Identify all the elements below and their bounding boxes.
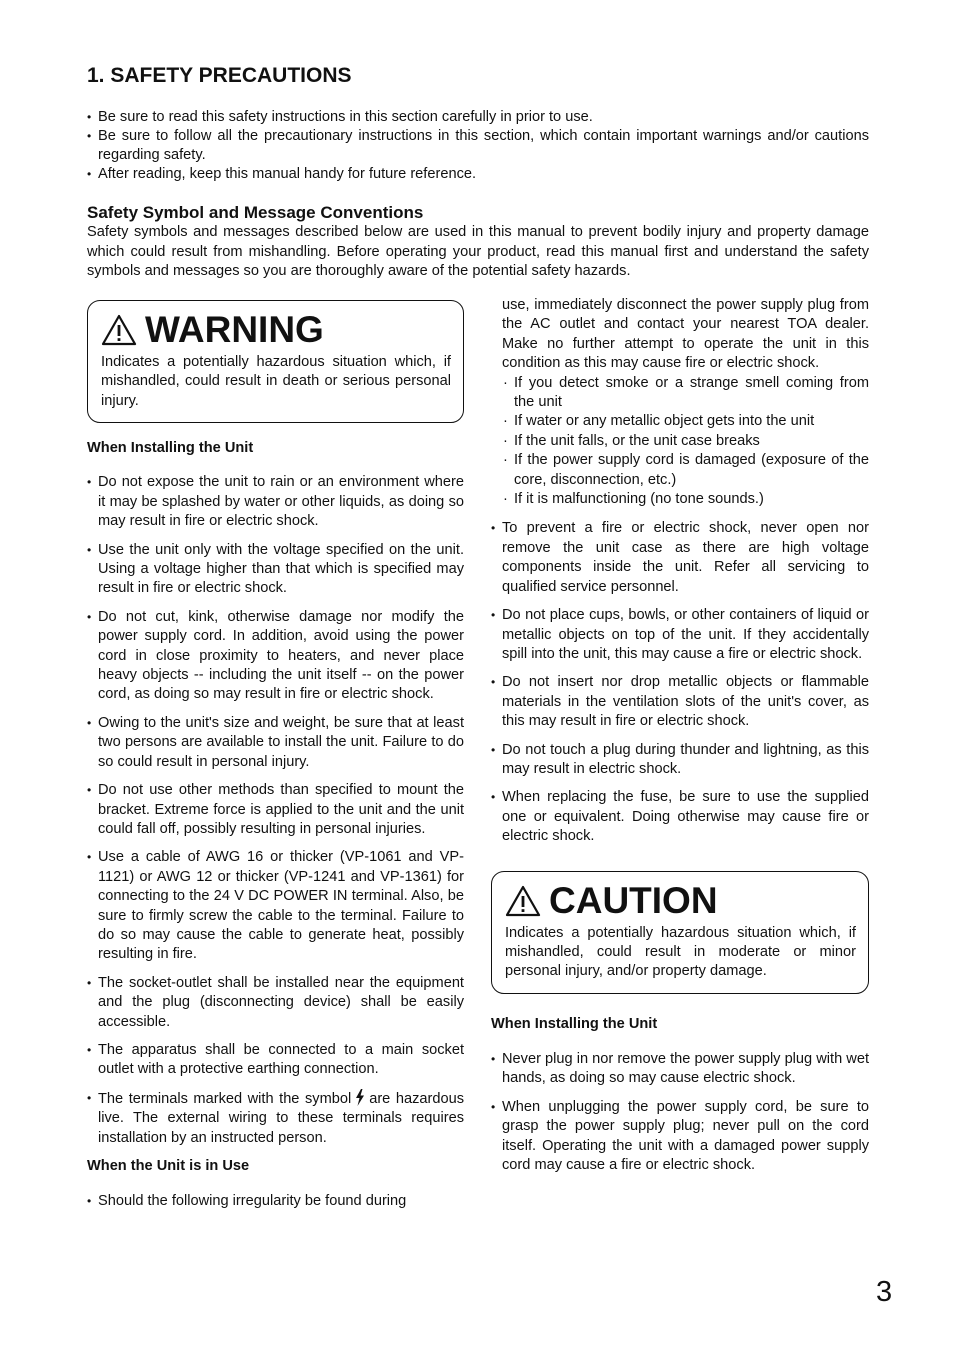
warning-description: Indicates a potentially hazardous situation which, if mishandled, could result in death or serious personal injury. xyxy=(101,354,451,409)
caution-box-header xyxy=(505,878,856,924)
page-number: 3 xyxy=(876,1276,893,1308)
conventions-heading: Safety Symbol and Message Conventions xyxy=(87,203,424,222)
intro-bullet: • Be sure to follow all the precautionary instructions in this section, which contain important warnings and/or cautions regarding safety. xyxy=(87,127,869,165)
in-use-item: • To prevent a fire or electric shock, never open nor remove the unit case as there are high voltage components inside the unit. Refer all servicing to qualified service personnel. xyxy=(491,519,869,597)
irregularity-item: · If you detect smoke or a strange smell coming from the unit xyxy=(491,374,869,413)
in-use-list xyxy=(491,519,869,846)
right-column xyxy=(491,296,869,1184)
page-title: 1. SAFETY PRECAUTIONS xyxy=(87,64,352,87)
lightning-bolt-icon xyxy=(355,1089,365,1106)
warning-item: • Use the unit only with the voltage specified on the unit. Using a voltage higher than that which is specified may result in fire or electric shock. xyxy=(87,541,464,599)
intro-bullet-list xyxy=(87,108,869,184)
irregularity-item: · If water or any metallic object gets into the unit xyxy=(491,412,869,431)
in-use-start-list xyxy=(87,1192,464,1211)
warning-item: • Do not use other methods than specified to mount the bracket. Extreme force is applied to the unit and the unit could fall off, possibly resulting in personal injuries. xyxy=(87,781,464,839)
in-use-item: • When replacing the fuse, be sure to use the supplied one or equivalent. Doing otherwise may cause fire or electric shock. xyxy=(491,788,869,846)
irregularity-item: · If it is malfunctioning (no tone sounds.) xyxy=(491,490,869,509)
warning-installing-list xyxy=(87,473,464,1148)
in-use-item: • Do not place cups, bowls, or other containers of liquid or metallic objects on top of the unit. If they accidentally spill into the unit, this may cause a fire or electric shock. xyxy=(491,606,869,664)
in-use-first-item-start: • Should the following irregularity be found during xyxy=(87,1192,464,1211)
irregularity-list xyxy=(491,374,869,510)
warning-installing-heading: When Installing the Unit xyxy=(87,440,254,456)
in-use-item: • Do not touch a plug during thunder and lightning, as this may result in electric shock. xyxy=(491,741,869,780)
caution-label: CAUTION xyxy=(549,879,718,921)
terminal-warning-item xyxy=(87,1089,464,1148)
warning-item: • The socket-outlet shall be installed near the equipment and the plug (disconnecting device) shall be easily accessible. xyxy=(87,974,464,1032)
terminal-text-before: The terminals marked with the symbol xyxy=(98,1090,352,1107)
warning-item: • Owing to the unit's size and weight, be sure that at least two persons are available to install the unit. Failure to do so could result in personal injury. xyxy=(87,714,464,772)
caution-installing-heading: When Installing the Unit xyxy=(491,1015,658,1032)
terminal-text-after: are hazardous live. The external wiring to these terminals requires installation by an instructed person. xyxy=(98,1090,464,1146)
warning-item: • Do not expose the unit to rain or an environment where it may be splashed by water or other liquids, as doing so may result in fire or electric shock. xyxy=(87,473,464,531)
in-use-item: • Do not insert nor drop metallic objects or flammable materials in the ventilation slots of the unit's cover, as this may result in fire or electric shock. xyxy=(491,673,869,731)
warning-box-header xyxy=(101,307,451,353)
caution-triangle-icon xyxy=(505,885,541,917)
conventions-text: Safety symbols and messages described below are used in this manual to prevent bodily injury and property damage which could result from mishandling. Before operating your product, read this manual first and understand the safety symbols and messages so you are thoroughly aware of the potential safety hazards. xyxy=(87,224,869,279)
caution-item: • When unplugging the power supply cord, be sure to grasp the power supply plug; never pull on the cord itself. Operating the unit with a damaged power supply cord may cause a fire or electric shock. xyxy=(491,1098,869,1176)
warning-box xyxy=(87,300,464,423)
caution-item: • Never plug in nor remove the power supply plug with wet hands, as doing so may cause electric shock. xyxy=(491,1050,869,1089)
warning-label: WARNING xyxy=(145,309,324,350)
warning-triangle-icon xyxy=(101,314,137,346)
warning-item: • Use a cable of AWG 16 or thicker (VP-1061 and VP-1121) or AWG 12 or thicker (VP-1241 and VP-1361) for connecting to the 24 V DC POWER IN terminal. Also, be sure to firmly screw the cable to the terminal. Failure to do so may cause the cable to generate heat, possibly resulting in fire. xyxy=(87,848,464,964)
intro-bullet: • After reading, keep this manual handy for future reference. xyxy=(87,165,869,184)
caution-installing-list xyxy=(491,1050,869,1175)
irregularity-item: · If the power supply cord is damaged (exposure of the core, disconnection, etc.) xyxy=(491,451,869,490)
caution-description: Indicates a potentially hazardous situation which, if mishandled, could result in moderate or minor personal injury, and/or property damage. xyxy=(505,924,856,980)
warning-item: • The apparatus shall be connected to a main socket outlet with a protective earthing connection. xyxy=(87,1041,464,1080)
in-use-first-item-continued: use, immediately disconnect the power supply plug from the AC outlet and contact your nearest TOA dealer. Make no further attempt to operate the unit in this condition as this may cause fire or electric shock. xyxy=(502,297,869,372)
in-use-heading: When the Unit is in Use xyxy=(87,1158,250,1174)
intro-bullet: • Be sure to read this safety instructions in this section carefully in prior to use. xyxy=(87,108,869,127)
left-column xyxy=(87,300,464,1221)
warning-item: • Do not cut, kink, otherwise damage nor modify the power supply cord. In addition, avoid using the power cord in close proximity to heaters, and never place heavy objects -- including the unit itself -- on the power cord, as doing so may result in fire or electric shock. xyxy=(87,608,464,705)
irregularity-item: · If the unit falls, or the unit case breaks xyxy=(491,432,869,451)
caution-box xyxy=(491,871,869,994)
